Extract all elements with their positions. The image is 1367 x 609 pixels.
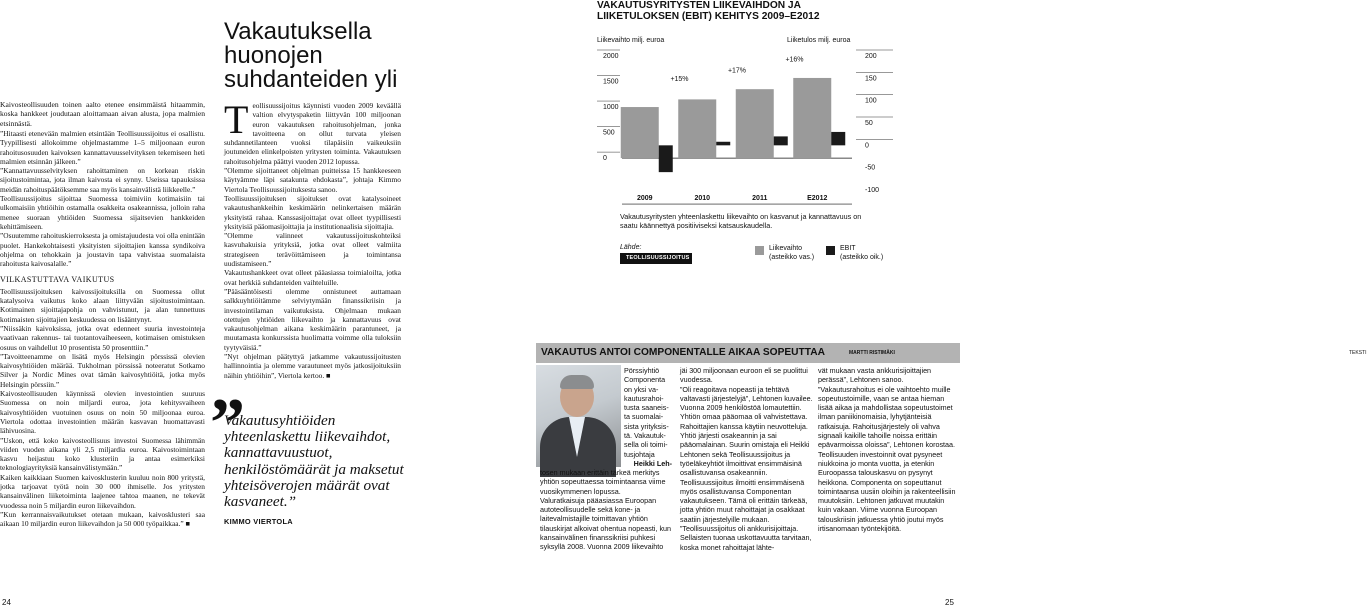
left-tick-label: 1500 — [603, 78, 619, 86]
left-tick-label: 0 — [603, 155, 607, 163]
legend-swatch — [826, 246, 835, 255]
chart-title-line: VAKAUTUSYRITYSTEN LIIKEVAIHDON JA — [597, 0, 801, 11]
combo-chart — [597, 48, 897, 205]
portrait-hair — [560, 375, 594, 389]
drop-cap: T — [224, 97, 249, 142]
paragraph: Kaivosteollisuuden käynnissä olevien investointien suuruus Suomessa on noin miljardi euroa, jota kehitysvaiheen kaivosyhtiöiden vuotuinen osuus on noin 50 miljoonaa euroa. Viertola odottaa investointien määrän kasvavan huomattavasti lähivuosina. — [0, 389, 205, 436]
caption-line: ta suomalai- — [624, 412, 664, 422]
bar-liikevaihto — [678, 99, 716, 158]
category-label: E2012 — [807, 195, 828, 203]
right-tick-label: 100 — [865, 97, 877, 105]
headline-line: Vakautuksella — [224, 18, 372, 45]
headline-line: huonojen — [224, 42, 323, 69]
paragraph: ”Kannattavuusselvityksen rahoittaminen on korkean riskin sijoitustoimintaa, jota ilman kaivosta ei synny. Useissa tapauksissa meidän rahoituspäätöksemme saa myös kansainvälistä liikkeelle.” — [0, 166, 205, 194]
chart-caption: Vakautusyritysten yhteenlaskettu liikevaihto on kasvanut ja kannattavuus on saatu käännettyä positiiviseksi katsauskaudella. — [620, 212, 862, 230]
paragraph: eollisuussijoitus käynnisti vuoden 2009 keväällä valtion elvytyspaketin liittyvän 100 miljoonan euron vakautuksen rahoitusohjelman, jonka tavoitteena on ollut turvata yleisen suhdannetilanteen vuoksi tilapäisiin vaikeuksiin joutuneiden elinkelpoisten yritysten toiminta. Vakautuksen rahoitusohjelma päättyi vuoden 2012 lopussa. — [224, 101, 401, 166]
left-axis-label: Liikevaihto milj. euroa — [597, 37, 665, 44]
paragraph: ”Osuutemme rahoituskierroksesta ja omistajuudesta voi olla enintään puolet. Hankekohtaisesti yksityisten sijoittajien kanssa syndikoiva ohjelma on tehokkain ja joustavin tapa vahvistaa suomalaista rahoitusta kaivosalalle.” — [0, 231, 205, 269]
paragraph: ”Uskon, että koko kaivosteollisuus investoi Suomessa lähimmän viiden vuoden aikana yli 2,5 miljardia euroa. Kaivostoimintaan kasvu heijastuu koko klusteriin ja antaa esimerkiksi teknologiayrityksiä kansainvälistymään.” — [0, 435, 205, 473]
bar-ebit — [831, 132, 845, 145]
caption-line: sella oli toimi- — [624, 440, 668, 450]
legend-sub: (asteikko vas.) — [769, 254, 815, 261]
legend-label: EBIT — [840, 245, 856, 252]
paragraph: ”Pääsääntöisesti olemme onnistuneet auttamaan salkkuyhtiöitämme selviytymään finanssikriisin ja investointilaman vaikutuksista. Ohjelmaan mukaan otettujen yhtiöiden liikevaihto ja kannattavuus ovat vakautusohjelman aikana keskimäärin parantuneet, ja muutamasta konkurssista huolimatta voimme olla tuloksiin tyytyväisiä.” — [224, 286, 401, 352]
bar-liikevaihto — [736, 89, 774, 158]
legend-swatch — [755, 246, 764, 255]
right-column-a-tail: tosen mukaan erittäin tärkeä merkitys yhtiön sopeuttaessa toimintaansa viime vuosikymmenen lopussa. Valuratkaisuja pääasiassa Euroopan autoteollisuudelle sekä kone- ja laitevalmistajille toimittavan yhtiön tilauskirjat alkoivat ohentua nopeasti, kun kansainvälinen finanssikriisi puhkesi syksyllä 2008. Vuonna 2009 liikevaihto — [540, 468, 672, 552]
legend-label: Liikevaihto — [769, 245, 803, 252]
chart-title-line: LIIKETULOKSEN (EBIT) KEHITYS 2009–E2012 — [597, 11, 820, 22]
right-tick-label: 50 — [865, 120, 873, 127]
growth-label: +16% — [785, 56, 804, 64]
portrait-photo — [536, 365, 621, 467]
caption-line: Componenta — [624, 375, 666, 385]
source-logo — [620, 253, 692, 264]
right-tick-label: -100 — [865, 187, 880, 194]
paragraph: Teollisuussijoituksen kaivossijoituksilla on Suomessa ollut katalysoiva vaikutus koko alaan liittyvään sijoitustoimintaan. Kotimainen sijoittajapohja on vahvistunut, ja alan tunnettuus kotimaisten sijoittajien keskuudessa on lisääntynyt. — [0, 286, 205, 324]
paragraph: ”Niissäkin kaivoksissa, jotka ovat edenneet suuria investointeja vaativaan rakennus- tai tuotantovaiheeseen, kotimaisen omistuksen osuus on vaihdellut 10 prosentista 50 prosenttiin.” — [0, 323, 205, 352]
caption-line: sista yrityksis- — [624, 421, 669, 431]
bar-ebit — [716, 142, 730, 146]
right-column-b: jäi 300 miljoonaan euroon eli se puolittui vuodessa. ”Oli reagoitava nopeasti ja tehtävä valtavasti järjestelyjä”, Lehtonen kuvailee. Vuonna 2009 henkilöstöä lomautettiin. Yhtiön omaa pääomaa oli vahvistettava. Rahoittajien kanssa käytiin neuvotteluja. Yhtiö järjesti osakeannin ja sai pääomalainan. Suurin omistaja eli Heikki Lehtonen sekä Teollisuussijoitus ja työeläkeyhtiöt ilmoittivat ensimmäisinä osallistuvansa osakeanniin. Teollisuussijoitus ilmoitti ensimmäisenä myös osallistuvansa Componentan vakautukseen. Tämä oli erittäin tärkeää, jotta yhtiön muut rahoittajat ja osakkaat saatiin järjestelyille mukaan. ”Teollisuussijoitus oli ankkurisijoittaja. Sellaisten tuonaa uskottavuutta tarvitaan, koska monet rahoittajat lähte- — [680, 366, 813, 552]
paragraph: ”Nyt ohjelman päätyttyä jatkamme vakautussijoitusten hallinnointia ja olemme varautuneet myös jatkosijoituksiin näihin yhtiöihin”, Viertola kertoo. ■ — [224, 352, 401, 380]
growth-label: +15% — [670, 76, 689, 84]
left-column-1 — [0, 129, 205, 528]
page-number-left: 24 — [2, 598, 11, 607]
category-label: 2011 — [752, 195, 768, 203]
section-subhead: VILKASTUTTAVA VAIKUTUS — [0, 275, 115, 285]
chart-block — [597, 0, 877, 22]
growth-label: +17% — [727, 67, 747, 75]
left-tick-label: 2000 — [603, 53, 619, 60]
paragraph: Kaiken kaikkiaan Suomen kaivosklusterin kuuluu noin 800 yritystä, jotka tarjoavat työtä noin 30 000 ihmiselle. Jos yritysten kansainvälinen liiketoiminta laajenee tahtoa maanen, ne tekevät vuodessa noin 5 miljardin euron liikevaihdon. — [0, 472, 205, 510]
band-credit-name: MARTTI RISTIMÄKI — [849, 350, 895, 356]
bar-ebit — [774, 136, 788, 145]
right-column-c: vät mukaan vasta ankkurisijoittajien perässä”, Lehtonen sanoo. ”Vakautusrahoitus ei ole vaihtoehto muille sopeutustoimille, vaan se antaa hieman lisää aikaa ja mahdollistaa sopeutustoimet ilman paniikinomaisia, lyhytjänteisiä ratkaisuja. Rahoitusjärjestely oli vahva signaali kaikille tahoille noissa erittäin epävarmoissa oloissa”, Lehtonen korostaa. Teollisuuden investoinnit ovat pysyneet niukkoina jo monta vuotta, ja etenkin Euroopassa talouskasvu on pysynyt heikkona. Componenta on sopeuttanut toimintaansa uusiin oloihin ja rakenteellisiin muutoksiin. Lehtonen jatkuvat muutakin kuin vakaan. Viime vuonna Euroopan talouskriisin jatkuessa yhtiö joutui myös irtisanomaan työntekijöitä. — [818, 366, 956, 534]
bar-liikevaihto — [793, 78, 831, 158]
left-column-2 — [224, 97, 401, 380]
right-tick-label: 150 — [865, 75, 877, 83]
legend-sub: (asteikko oik.) — [840, 254, 884, 261]
paragraph: Teollisuussijoitus sijoittaa Suomessa toimiviin kotimaisiin tai ulkomaisiin yhtiöihin ostamalla osakkeita osakeannissa, jolloin raha menee suoraan yhtiöiden Suomessa sijaitsevien hankkeiden kehittämiseen. — [0, 194, 205, 231]
bar-ebit — [659, 145, 673, 172]
intro-text — [0, 100, 205, 128]
headline-line: suhdanteiden yli — [224, 66, 398, 93]
caption-line: tusta saaneis- — [624, 403, 669, 413]
quote-text: Vakautusyhtiöiden yhteenlaskettu liikevaihdot, kannattavuustuot, henkilöstömäärät ja maksetut yhteisöverojen määrät ovat kasvaneet.” — [224, 412, 404, 511]
right-tick-label: 200 — [865, 53, 877, 60]
article-headline — [224, 20, 424, 92]
caption-line: Heikki Leh- — [633, 458, 672, 468]
right-axis-label: Liiketulos milj. euroa — [787, 37, 851, 44]
paragraph: ”Kun kerrannaisvaikutukset otetaan mukaan, kaivosklusteri saa aikaan 10 miljardin euron liikevaihdon ja 50 000 työpaikkaa.” ■ — [0, 509, 205, 529]
bar-liikevaihto — [621, 107, 659, 158]
left-tick-label: 1000 — [603, 104, 619, 112]
category-label: 2009 — [636, 195, 653, 203]
band-title: VAKAUTUS ANTOI COMPONENTALLE AIKAA SOPEUTTAA — [541, 347, 825, 358]
paragraph: ”Olemme valinneet vakautussijoituskohteiksi kasvuhakuisia yrityksiä, jotka ovat olleet valmiita strategiseen terävöittämiseen ja toimintansa uudistamiseen.” — [224, 231, 401, 269]
quote-mark-icon: ” — [210, 385, 245, 462]
right-tick-label: 0 — [865, 142, 869, 150]
caption-line: on yksi va- — [624, 384, 659, 394]
paragraph: Vakautushankkeet ovat olleet pääasiassa toimialoilta, jotka ovat herkkiä suhdanteiden vaihteluille. — [224, 268, 401, 287]
paragraph: ”Hitaasti etenevään malmien etsintään Teollisuussijoitus ei osallistu. Tyypillisesti allokoimme ohjelmastamme 1–5 miljoonaan euron rahoitusosuuden kaivoksen kannattavuusselvityksen tekemiseen heti malmien etsinnän jälkeen.” — [0, 129, 205, 166]
section-band — [536, 343, 1367, 363]
source-label: Lähde: — [620, 244, 642, 251]
paragraph: Teollisuussijoituksen sijoitukset ovat katalysoineet vakautushankkeihin keskimäärin nelinkertaisen määrän yksityistä rahaa. Kanssasijoittajat ovat olleet tyypillisesti yksityisiä pääomasijoittajia ja institutionaalisia sijoittajia. — [224, 193, 401, 231]
caption-line: Pörssiyhtiö — [624, 366, 660, 375]
caption-line: tusjohtaja — [624, 449, 655, 459]
intro-paragraph: Kaivosteollisuuden toinen aalto etenee ensimmäistä hitaammin, koska hankkeet joudutaan aloittamaan aivan alusta, jopa malmien etsinnästä. — [0, 100, 205, 128]
photo-caption — [624, 366, 672, 468]
category-label: 2010 — [694, 195, 711, 203]
caption-line: kautusrahoi- — [624, 393, 664, 403]
quote-author: KIMMO VIERTOLA — [224, 517, 293, 526]
band-credit-label: TEKSTI — [1349, 350, 1367, 356]
caption-line: tä. Vakautuk- — [624, 431, 666, 441]
page-number-right: 25 — [945, 598, 954, 607]
right-tick-label: -50 — [865, 164, 876, 172]
left-tick-label: 500 — [603, 129, 615, 137]
source-logo-text: TEOLLISUUSSIJOITUS — [626, 255, 690, 261]
paragraph: ”Tavoitteenamme on lisätä myös Helsingin pörssissä olevien kaivosyhtiöiden määrää. Tukholman pörssissä noteeratut Sotkamo Silver ja Nordic Mines ovat tämän kaivosyhtiöitä, jotka myös Helsingin pörssiin.” — [0, 351, 205, 389]
paragraph: ”Olemme sijoittaneet ohjelman puitteissa 15 hankkeeseen käytyämme läpi satakunta ehdokasta”, johtaja Kimmo Viertola Teollisuussijoituksesta sanoo. — [224, 166, 401, 194]
